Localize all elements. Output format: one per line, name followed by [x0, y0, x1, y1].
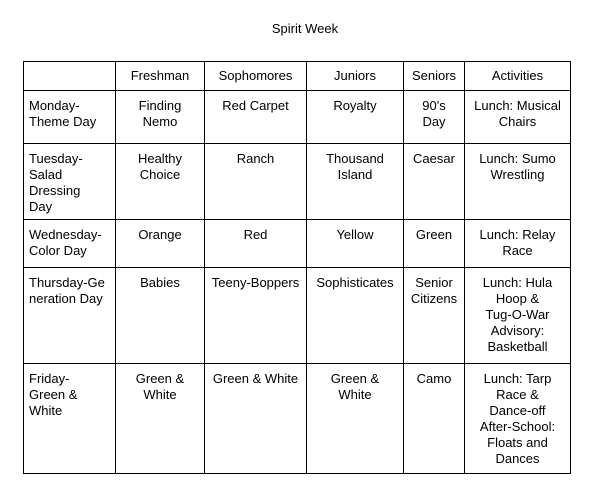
table-cell: Orange — [116, 220, 205, 268]
table-cell: Camo — [404, 364, 465, 474]
header-cell-seniors: Seniors — [404, 62, 465, 91]
table-cell: Lunch: Tarp Race & Dance-off After-School: Floats and Dances — [465, 364, 571, 474]
table-cell: Green & White — [205, 364, 307, 474]
table-cell: Caesar — [404, 144, 465, 220]
page-title: Spirit Week — [271, 21, 339, 36]
table-cell: Green & White — [116, 364, 205, 474]
table-cell: Babies — [116, 268, 205, 364]
table-cell: Teeny-Boppers — [205, 268, 307, 364]
table-cell: Senior Citizens — [404, 268, 465, 364]
table-cell: Lunch: Sumo Wrestling — [465, 144, 571, 220]
header-cell-juniors: Juniors — [307, 62, 404, 91]
table-cell: Lunch: Hula Hoop & Tug-O-War Advisory: Basketball — [465, 268, 571, 364]
row-label-friday: Friday- Green & White — [24, 364, 116, 474]
table-row-wednesday — [24, 220, 571, 268]
table-row-friday — [24, 364, 571, 474]
header-cell-activities: Activities — [465, 62, 571, 91]
table-cell: Healthy Choice — [116, 144, 205, 220]
row-label-wednesday: Wednesday- Color Day — [24, 220, 116, 268]
table-cell: Red Carpet — [205, 91, 307, 144]
spirit-week-table — [23, 61, 571, 474]
table-cell: Sophisticates — [307, 268, 404, 364]
table-cell: Royalty — [307, 91, 404, 144]
table-cell: Lunch: Musical Chairs — [465, 91, 571, 144]
table-row-monday — [24, 91, 571, 144]
header-cell-sophomores: Sophomores — [205, 62, 307, 91]
row-label-thursday: Thursday-Ge neration Day — [24, 268, 116, 364]
table-cell: Green & White — [307, 364, 404, 474]
row-label-monday: Monday- Theme Day — [24, 91, 116, 144]
table-cell: Red — [205, 220, 307, 268]
header-cell-freshman: Freshman — [116, 62, 205, 91]
header-cell-empty — [24, 62, 116, 91]
table-cell: Finding Nemo — [116, 91, 205, 144]
table-cell: Ranch — [205, 144, 307, 220]
table-row-tuesday — [24, 144, 571, 220]
table-cell: Yellow — [307, 220, 404, 268]
table-cell: Thousand Island — [307, 144, 404, 220]
table-cell: 90's Day — [404, 91, 465, 144]
table-cell: Green — [404, 220, 465, 268]
table-cell: Lunch: Relay Race — [465, 220, 571, 268]
table-row-thursday — [24, 268, 571, 364]
row-label-tuesday: Tuesday- Salad Dressing Day — [24, 144, 116, 220]
table-header-row — [24, 62, 571, 91]
